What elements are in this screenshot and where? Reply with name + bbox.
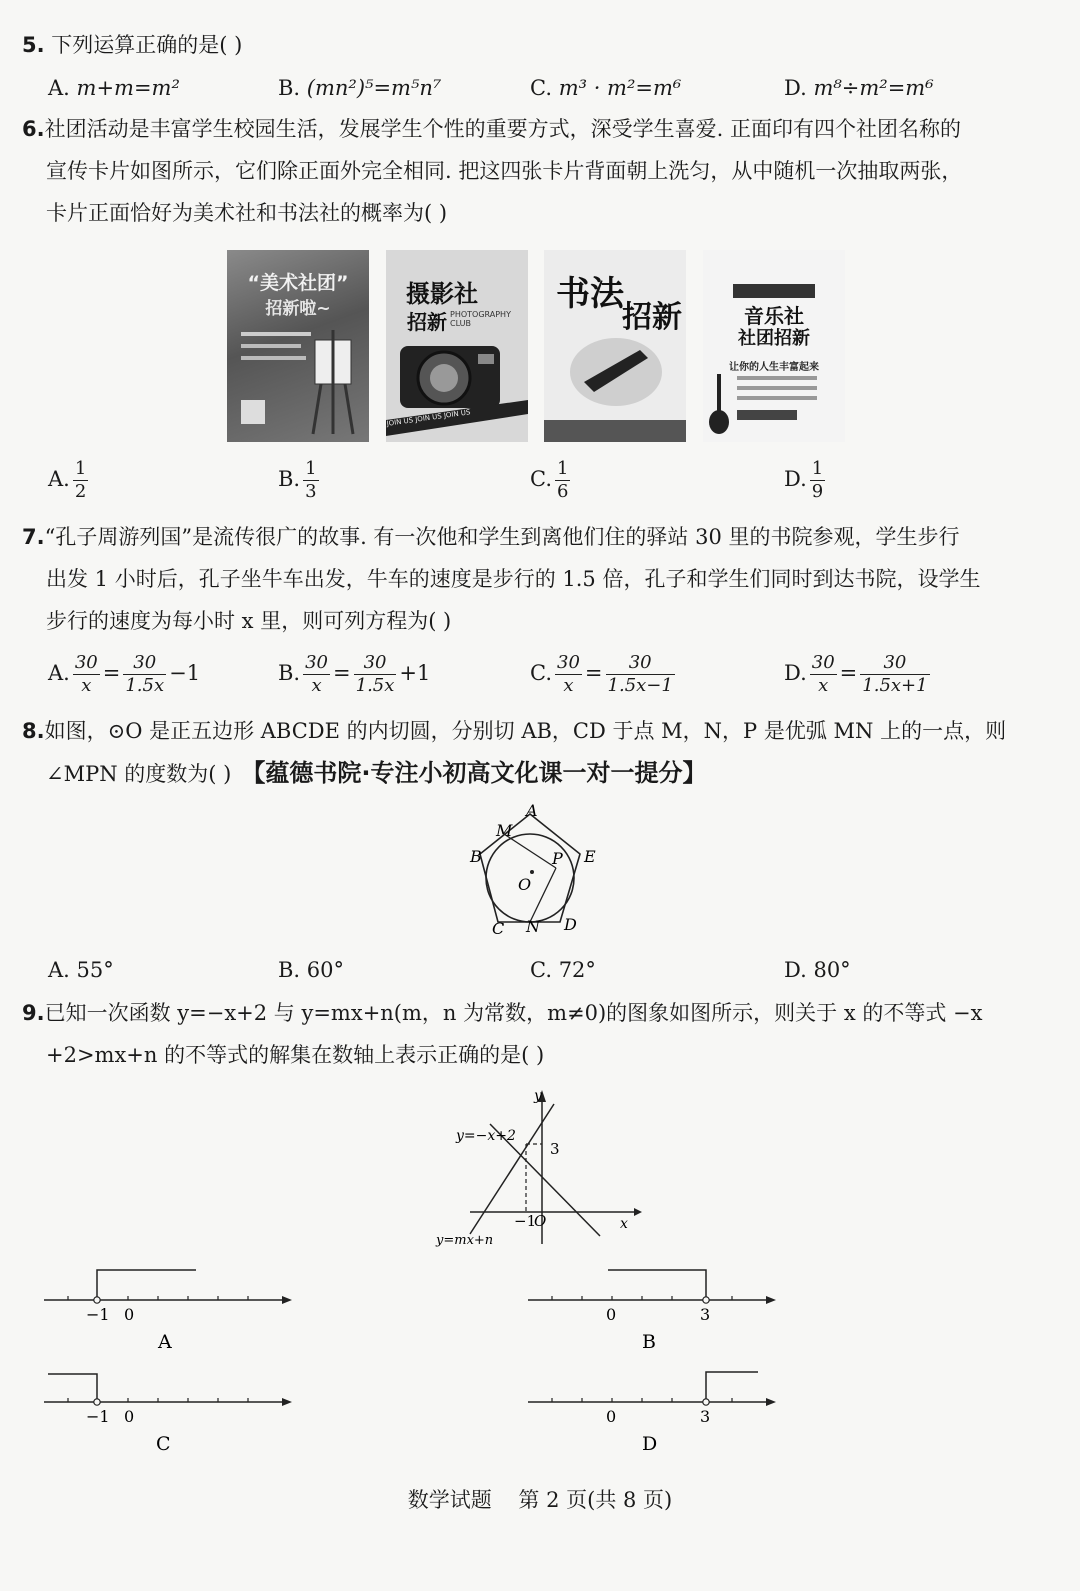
q6-option-c[interactable]: C. $\frac{1}{6}$: [530, 458, 569, 502]
q7-option-c[interactable]: C. $\frac{30}{x}$ = $\frac{30}{1.5x-1}$: [530, 652, 673, 696]
center-point: [530, 870, 534, 874]
page-footer: 数学试题 第 2 页(共 8 页): [407, 1488, 673, 1512]
card-callig-subtitle: 招新: [622, 300, 682, 335]
q5-text: 下列运算正确的是( ): [51, 33, 243, 57]
svg-text:3: 3: [700, 1407, 711, 1426]
label-n: N: [526, 917, 540, 936]
q5-option-d[interactable]: D. m⁸÷m²=m⁶: [784, 76, 934, 100]
q7-option-d[interactable]: D. $\frac{30}{x}$ = $\frac{30}{1.5x+1}$: [784, 652, 928, 696]
range-bracket: [97, 1270, 196, 1298]
card-art-subtitle: 招新啦~: [265, 299, 331, 319]
card-music-subtitle: 社团招新: [738, 328, 810, 349]
card-photo-subtitle: 招新: [407, 310, 447, 334]
label-line2: y=mx+n: [436, 1233, 494, 1248]
label-p: P: [552, 849, 563, 868]
label-y-axis: y: [534, 1088, 542, 1104]
q8-option-d[interactable]: D. 80°: [784, 958, 851, 982]
q8-option-b[interactable]: B. 60°: [278, 958, 345, 982]
numberline-c[interactable]: [40, 1366, 300, 1456]
card-callig-title: 书法: [556, 274, 624, 314]
open-point: [94, 1297, 100, 1303]
q5-option-c[interactable]: C. m³ · m²=m⁶: [530, 76, 682, 100]
numberline-d-letter: D: [642, 1433, 658, 1455]
svg-text:0: 0: [606, 1305, 617, 1324]
label-tick-neg1: −1: [514, 1212, 537, 1230]
open-point: [94, 1399, 100, 1405]
q6-line-1: 6.社团活动是丰富学生校园生活，发展学生个性的重要方式，深受学生喜爱. 正面印有四个社团名称的: [22, 117, 961, 141]
label-m: M: [496, 821, 513, 840]
q8-stem: [22, 710, 1062, 795]
range-bracket: [608, 1270, 706, 1298]
card-art-title: “美术社团”: [247, 272, 349, 294]
label-d: D: [564, 915, 577, 934]
label-origin: O: [534, 1212, 547, 1230]
q6-option-d[interactable]: D. $\frac{1}{9}$: [784, 458, 824, 502]
numberline-a-letter: A: [158, 1331, 172, 1353]
q7-line-2: 出发 1 小时后，孔子坐牛车出发，牛车的速度是步行的 1.5 倍，孔子和学生们同时到达书院，设学生: [46, 567, 981, 591]
open-point: [703, 1399, 709, 1405]
q6-option-b[interactable]: B. $\frac{1}{3}$: [278, 458, 317, 502]
svg-text:0: 0: [124, 1305, 135, 1324]
q6-line-2: 宣传卡片如图所示，它们除正面外完全相同. 把这四张卡片背面朝上洗匀，从中随机一次抽取两张，: [46, 159, 963, 183]
q7-option-b[interactable]: B. $\frac{30}{x}$ = $\frac{30}{1.5x}$ +1: [278, 652, 431, 696]
card-photo-club: [386, 250, 528, 442]
q9-stem: [22, 992, 1062, 1076]
label-x-axis: x: [620, 1216, 628, 1232]
pentagon-incircle-figure: [460, 800, 620, 940]
q5-stem: [22, 24, 242, 66]
card-photo-english: PHOTOGRAPHY CLUB: [450, 310, 511, 328]
numberline-b[interactable]: [524, 1264, 784, 1354]
q9-number: 9.: [22, 1001, 45, 1025]
q7-option-a[interactable]: A. $\frac{30}{x}$ = $\frac{30}{1.5x}$ −1: [48, 652, 201, 696]
watermark-banner: 【蕴德书院·专注小初高文化课一对一提分】: [241, 759, 707, 787]
label-o: O: [518, 875, 532, 894]
svg-text:3: 3: [700, 1305, 711, 1324]
card-music-club: [703, 250, 845, 442]
numberline-c-letter: C: [156, 1433, 171, 1455]
q8-option-c[interactable]: C. 72°: [530, 958, 596, 982]
range-bracket: [706, 1372, 758, 1400]
label-line1: y=−x+2: [456, 1128, 516, 1144]
q6-number: 6.: [22, 117, 45, 141]
svg-text:0: 0: [606, 1407, 617, 1426]
open-point: [703, 1297, 709, 1303]
q7-stem: [22, 516, 1062, 642]
svg-text:0: 0: [124, 1407, 135, 1426]
easel-illustration: [227, 250, 369, 442]
svg-text:−1: −1: [86, 1407, 110, 1426]
q9-line-1: 9.已知一次函数 y=−x+2 与 y=mx+n(m，n 为常数，m≠0)的图象如图所示，则关于 x 的不等式 −x: [22, 1001, 983, 1025]
linear-functions-graph: [430, 1084, 650, 1254]
numberline-b-letter: B: [642, 1331, 656, 1353]
label-tick-3: 3: [550, 1140, 560, 1158]
card-calligraphy-club: [544, 250, 686, 442]
q8-line-2: ∠MPN 的度数为( ) 【蕴德书院·专注小初高文化课一对一提分】: [46, 759, 707, 787]
q7-number: 7.: [22, 525, 45, 549]
card-photo-title: 摄影社: [406, 280, 478, 308]
q6-stem: [22, 108, 1062, 234]
label-a: A: [526, 801, 538, 820]
ink-brush-illustration: [544, 250, 686, 442]
svg-text:−1: −1: [86, 1305, 110, 1324]
label-c: C: [492, 919, 505, 938]
guitar-illustration: [703, 250, 845, 442]
card-art-club: [227, 250, 369, 442]
numberline-d[interactable]: [524, 1366, 784, 1456]
label-b: B: [470, 847, 482, 866]
q9-line-2: +2>mx+n 的不等式的解集在数轴上表示正确的是( ): [46, 1043, 545, 1067]
card-photo-band: JOIN US JOIN US JOIN US: [386, 408, 471, 428]
card-music-title: 音乐社: [744, 304, 804, 328]
label-e: E: [584, 847, 596, 866]
q7-line-3: 步行的速度为每小时 x 里，则可列方程为( ): [46, 609, 452, 633]
q5-option-b[interactable]: B. (mn²)⁵=m⁵n⁷: [278, 76, 442, 100]
q8-line-1: 8.如图，⊙O 是正五边形 ABCDE 的内切圆，分别切 AB，CD 于点 M，N，P 是优弧 MN 上的一点，则: [22, 719, 1007, 743]
q6-line-3: 卡片正面恰好为美术社和书法社的概率为( ): [46, 201, 448, 225]
q5-option-a[interactable]: A. m+m=m²: [48, 76, 180, 100]
range-bracket: [48, 1374, 97, 1400]
q7-line-1: 7.“孔子周游列国”是流传很广的故事. 有一次他和学生到离他们住的驿站 30 里的书院参观，学生步行: [22, 525, 960, 549]
numberline-a[interactable]: [40, 1264, 300, 1354]
segment-pn: [530, 868, 556, 922]
q8-number: 8.: [22, 719, 45, 743]
card-music-tagline: 让你的人生丰富起来: [729, 362, 819, 373]
q8-option-a[interactable]: A. 55°: [48, 958, 114, 982]
q5-number: 5.: [22, 33, 45, 57]
q6-option-a[interactable]: A. $\frac{1}{2}$: [48, 458, 87, 502]
